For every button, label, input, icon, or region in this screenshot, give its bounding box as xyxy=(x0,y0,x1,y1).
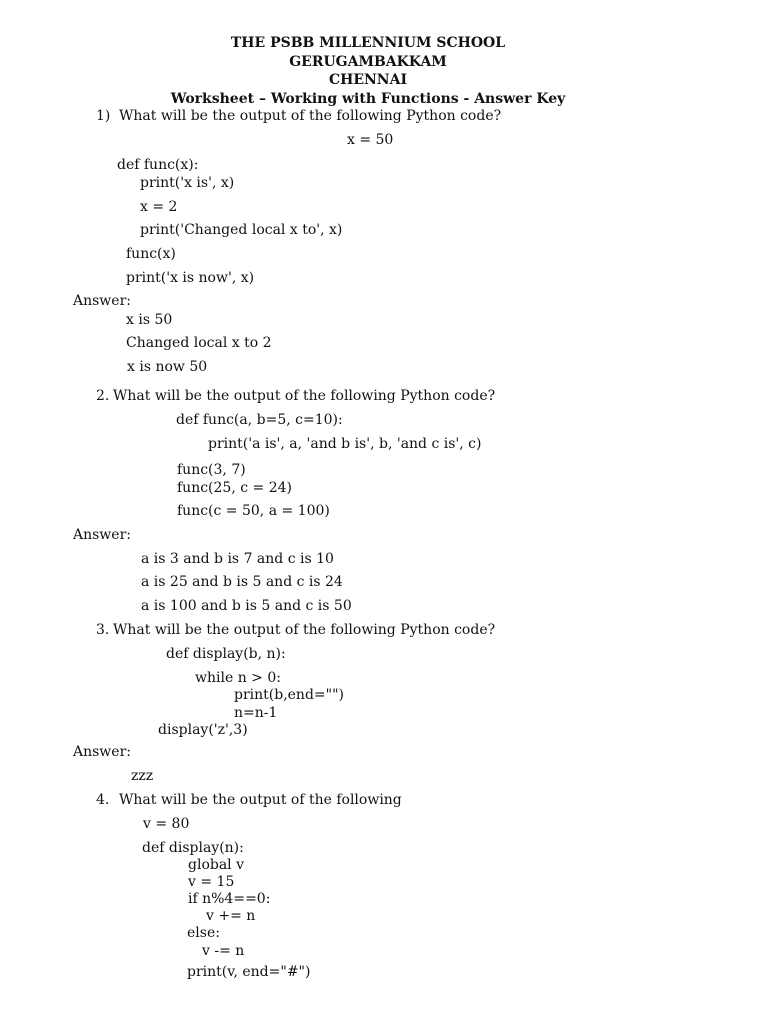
q4-code-line: v -= n xyxy=(202,943,245,959)
q1-code-line: print('x is now', x) xyxy=(126,270,255,286)
q1-code-line: print('x is', x) xyxy=(140,175,235,191)
q2-question: What will be the output of the following Python code? xyxy=(113,388,496,404)
q3-code-line: display('z',3) xyxy=(158,722,248,738)
q3-number: 3. xyxy=(96,622,110,638)
school-city: CHENNAI xyxy=(328,72,408,88)
q3-question: What will be the output of the following Python code? xyxy=(113,622,496,638)
q2-answer-line: a is 100 and b is 5 and c is 50 xyxy=(141,598,352,614)
q3-code-line: print(b,end="") xyxy=(234,687,344,703)
worksheet-title: Worksheet – Working with Functions - Answer Key xyxy=(170,91,566,107)
q1-code-line: x = 50 xyxy=(347,132,394,148)
q1-code-line: print('Changed local x to', x) xyxy=(140,222,343,238)
q1-code-line: func(x) xyxy=(126,246,176,262)
q2-answer-label: Answer: xyxy=(73,527,131,543)
q2-code-line: print('a is', a, 'and b is', b, 'and c is', c) xyxy=(208,436,482,452)
q3-code-line: while n > 0: xyxy=(195,670,281,686)
q3-answer-label: Answer: xyxy=(73,744,131,760)
q4-code-line: v += n xyxy=(206,908,256,924)
q1-answer-line: Changed local x to 2 xyxy=(126,335,272,351)
q4-code-line: global v xyxy=(188,857,245,873)
q3-code-line: def display(b, n): xyxy=(166,646,286,662)
q2-code-line: func(25, c = 24) xyxy=(177,480,292,496)
q1-number: 1) xyxy=(96,108,111,124)
q4-number: 4. xyxy=(96,792,110,808)
q1-code-line: x = 2 xyxy=(140,199,178,215)
q1-code-line: def func(x): xyxy=(117,157,199,173)
q4-code-line: else: xyxy=(187,925,220,941)
q3-code-line: n=n-1 xyxy=(234,705,278,721)
q4-code-line: def display(n): xyxy=(142,840,244,856)
q2-code-line: def func(a, b=5, c=10): xyxy=(176,412,343,428)
q1-question: What will be the output of the following Python code? xyxy=(119,108,502,124)
q4-code-line: v = 15 xyxy=(188,874,235,890)
q1-answer-label: Answer: xyxy=(73,293,131,309)
q2-answer-line: a is 3 and b is 7 and c is 10 xyxy=(141,551,334,567)
q4-code-line: print(v, end="#") xyxy=(187,964,311,980)
q2-code-line: func(3, 7) xyxy=(177,462,246,478)
school-name: THE PSBB MILLENNIUM SCHOOL xyxy=(230,35,506,51)
school-area: GERUGAMBAKKAM xyxy=(289,54,447,70)
q3-answer-line: zzz xyxy=(131,768,154,784)
q1-answer-line: x is now 50 xyxy=(127,359,208,375)
q2-number: 2. xyxy=(96,388,110,404)
q4-question: What will be the output of the following xyxy=(119,792,402,808)
q2-answer-line: a is 25 and b is 5 and c is 24 xyxy=(141,574,343,590)
q4-code-line: if n%4==0: xyxy=(188,891,271,907)
q2-code-line: func(c = 50, a = 100) xyxy=(177,503,330,519)
q1-answer-line: x is 50 xyxy=(126,312,173,328)
q4-code-line: v = 80 xyxy=(143,816,190,832)
